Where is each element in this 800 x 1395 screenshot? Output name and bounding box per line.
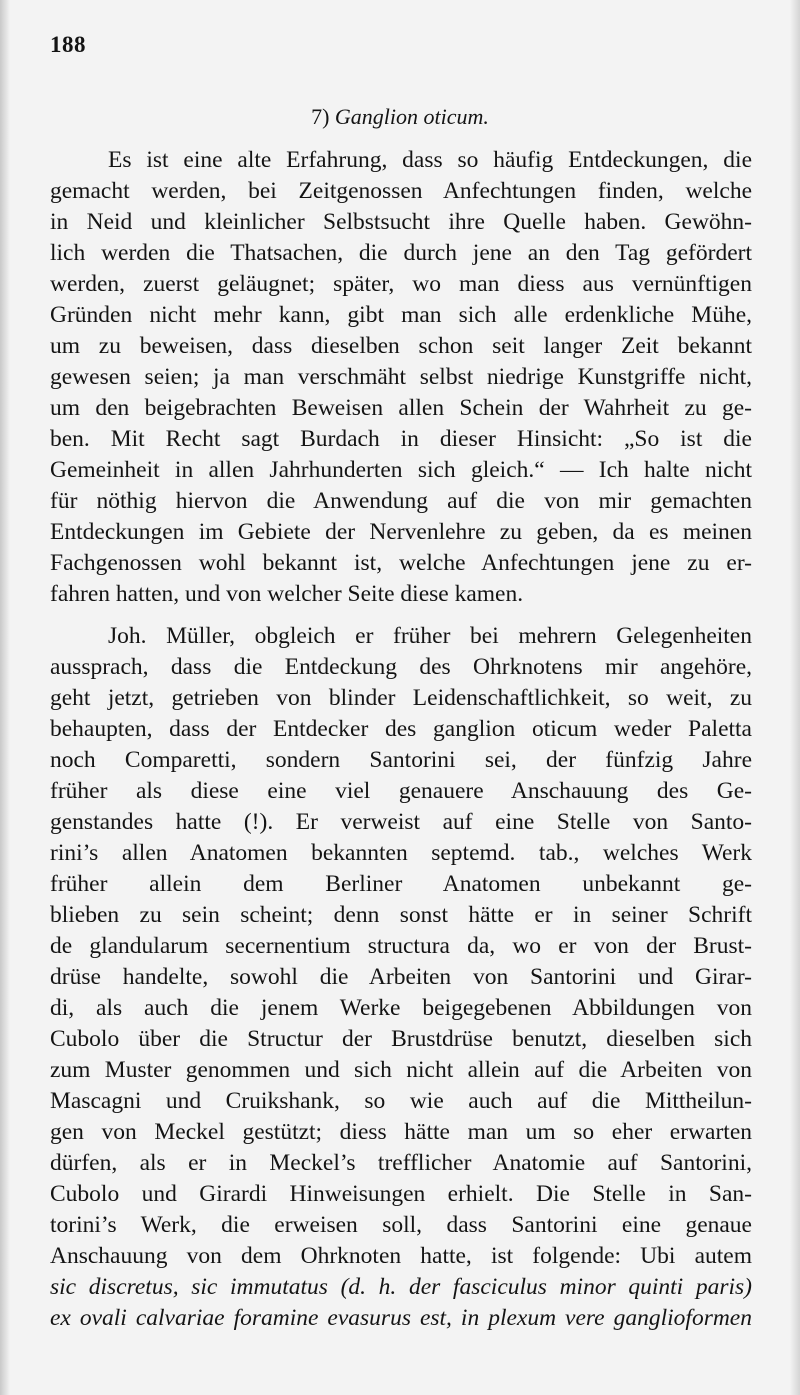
text-line: geht jetzt, getrieben von blinder Leidenschaftlichkeit, so weit, zu: [50, 685, 752, 711]
text-line: Cubolo über die Structur der Brustdrüse benutzt, dieselben sich: [50, 1026, 752, 1052]
text-line: fahren hatten, und von welcher Seite diese kamen.: [50, 581, 524, 607]
text-line: werden, zuerst geläugnet; später, wo man diess aus vernünftigen: [50, 271, 752, 297]
page-number: 188: [50, 32, 86, 57]
text-line: Gemeinheit in allen Jahrhunderten sich gleich.“ — Ich halte nicht: [50, 457, 752, 483]
text-line: zum Muster genommen und sich nicht allein auf die Arbeiten von: [50, 1057, 752, 1083]
text-line: de glandularum secernentium structura da, wo er von der Brust-: [50, 933, 752, 959]
text-line: früher als diese eine viel genauere Anschauung des Ge-: [50, 778, 752, 804]
section-title: Ganglion oticum.: [334, 104, 489, 129]
text-line: gen von Meckel gestützt; diess hätte man um so eher erwarten: [50, 1119, 752, 1145]
text-line: sic discretus, sic immutatus (d. h. der fasciculus minor quinti paris): [50, 1274, 752, 1300]
text-line: Gründen nicht mehr kann, gibt man sich alle erdenkliche Mühe,: [50, 302, 752, 328]
text-line: aussprach, dass die Entdeckung des Ohrknotens mir angehöre,: [50, 654, 752, 680]
text-line: Mascagni und Cruikshank, so wie auch auf die Mittheilun-: [50, 1088, 752, 1114]
text-line: in Neid und kleinlicher Selbstsucht ihre Quelle haben. Gewöhn-: [50, 209, 752, 235]
text-line: noch Comparetti, sondern Santorini sei, der fünfzig Jahre: [50, 747, 752, 773]
right-page-edge: [790, 0, 800, 1395]
text-line: Joh. Müller, obgleich er früher bei mehrern Gelegenheiten: [108, 623, 752, 649]
text-line: di, als auch die jenem Werke beigegebenen Abbildungen von: [50, 995, 752, 1021]
text-line: gewesen seien; ja man verschmäht selbst niedrige Kunstgriffe nicht,: [50, 364, 752, 390]
text-line: drüse handelte, sowohl die Arbeiten von Santorini und Girar-: [50, 964, 752, 990]
text-line: blieben zu sein scheint; denn sonst hätte er in seiner Schrift: [50, 902, 752, 928]
text-line: um zu beweisen, dass dieselben schon seit langer Zeit bekannt: [50, 333, 752, 359]
text-line: rini’s allen Anatomen bekannten septemd. tab., welches Werk: [50, 840, 752, 866]
text-line: genstandes hatte (!). Er verweist auf eine Stelle von Santo-: [50, 809, 752, 835]
text-line: Entdeckungen im Gebiete der Nervenlehre zu geben, da es meinen: [50, 519, 752, 545]
text-line: gemacht werden, bei Zeitgenossen Anfechtungen finden, welche: [50, 178, 752, 204]
section-heading: [0, 104, 800, 130]
text-line: Anschauung von dem Ohrknoten hatte, ist folgende: Ubi autem: [50, 1243, 752, 1269]
text-line: lich werden die Thatsachen, die durch jene an den Tag gefördert: [50, 240, 752, 266]
text-line: behaupten, dass der Entdecker des ganglion oticum weder Paletta: [50, 716, 752, 742]
text-line: um den beigebrachten Beweisen allen Schein der Wahrheit zu ge-: [50, 395, 752, 421]
text-line: Fachgenossen wohl bekannt ist, welche Anfechtungen jene zu er-: [50, 550, 752, 576]
section-number: 7): [311, 104, 330, 129]
text-line: Cubolo und Girardi Hinweisungen erhielt. Die Stelle in San-: [50, 1181, 752, 1207]
text-line: ex ovali calvariae foramine evasurus est, in plexum vere ganglioformen: [50, 1305, 752, 1331]
text-line: für nöthig hiervon die Anwendung auf die von mir gemachten: [50, 488, 752, 514]
text-line: früher allein dem Berliner Anatomen unbekannt ge-: [50, 871, 752, 897]
text-line: Es ist eine alte Erfahrung, dass so häufig Entdeckungen, die: [108, 147, 752, 173]
text-line: dürfen, als er in Meckel’s trefflicher Anatomie auf Santorini,: [50, 1150, 752, 1176]
text-line: torini’s Werk, die erweisen soll, dass Santorini eine genaue: [50, 1212, 752, 1238]
text-line: ben. Mit Recht sagt Burdach in dieser Hinsicht: „So ist die: [50, 426, 752, 452]
left-page-edge: [0, 0, 10, 1395]
